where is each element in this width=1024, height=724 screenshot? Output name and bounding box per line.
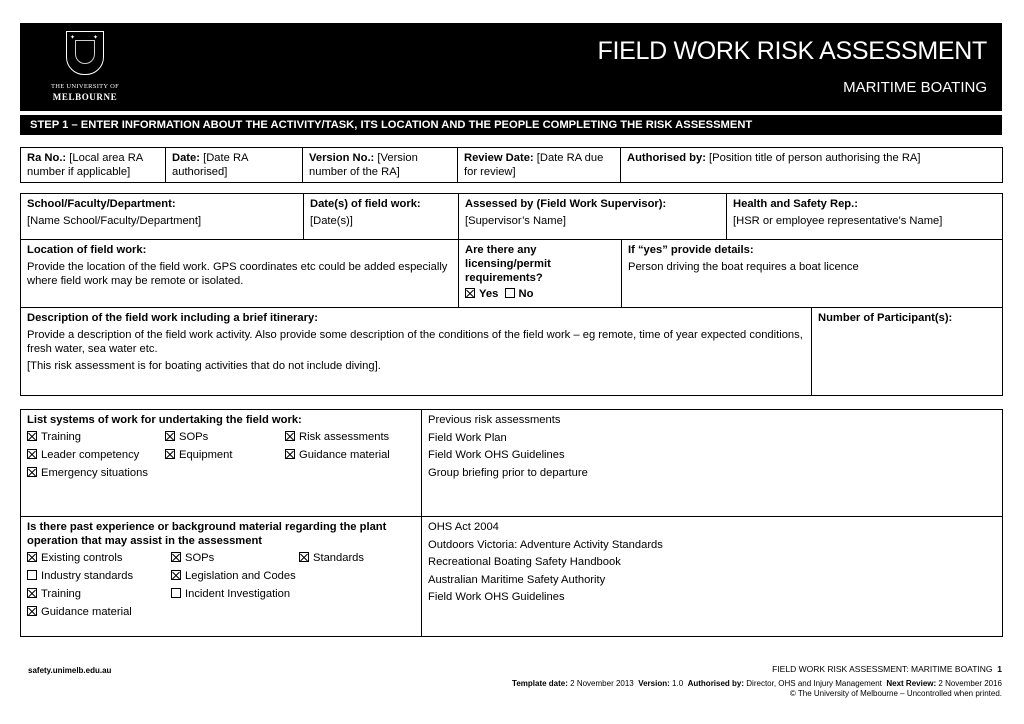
licensing-cell: Are there any licensing/permit requirements? Yes No: [459, 240, 622, 308]
systems-table: [20, 409, 1003, 637]
participants-cell[interactable]: Number of Participant(s):: [812, 308, 1003, 396]
list-item: Recreational Boating Safety Handbook: [428, 556, 621, 568]
checkbox-label: Existing controls: [41, 552, 123, 564]
step-1-heading: STEP 1 – ENTER INFORMATION ABOUT THE ACTIVITY/TASK, ITS LOCATION AND THE PEOPLE COMPLETING THE RISK ASSESSMENT: [20, 115, 1002, 135]
university-logo: [50, 31, 120, 107]
experience-cell: Is there past experience or background material regarding the plant operation that may assist in the assessment Existing controls SOPs Standards Industry standards Legislation and Codes Training Incident Investigation Guidance material: [21, 517, 422, 637]
assessed-by-cell[interactable]: Assessed by (Field Work Supervisor): [Supervisor’s Name]: [459, 194, 727, 240]
document-subtitle: MARITIME BOATING: [843, 79, 987, 96]
checklist-item: [171, 551, 299, 565]
systems-details-list: [428, 413, 996, 483]
checkbox-label: Risk assessments: [299, 431, 390, 443]
checkbox-label: Guidance material: [41, 606, 132, 618]
yes-checkbox[interactable]: [465, 288, 475, 298]
systems-of-work-cell: List systems of work for undertaking the field work: Training SOPs Risk assessments Leader competency Equipment Guidance material Emergency situations: [21, 410, 422, 517]
checkbox[interactable]: [27, 606, 37, 616]
checkbox[interactable]: [27, 431, 37, 441]
checkbox[interactable]: [171, 570, 181, 580]
checkbox[interactable]: [171, 552, 181, 562]
checkbox[interactable]: [27, 588, 37, 598]
checkbox[interactable]: [285, 449, 295, 459]
checkbox-label: Emergency situations: [41, 467, 148, 479]
authorised-by-cell[interactable]: Authorised by: [Position title of person authorising the RA]: [621, 148, 1003, 183]
checkbox-label: Training: [41, 431, 82, 443]
list-item: Field Work OHS Guidelines: [428, 449, 565, 461]
checklist-item: [165, 430, 285, 444]
checklist-item: [165, 448, 285, 462]
checkbox-label: Industry standards: [41, 570, 134, 582]
checklist-item: [27, 605, 171, 619]
school-cell[interactable]: School/Faculty/Department: [Name School/Faculty/Department]: [21, 194, 304, 240]
ra-number-cell[interactable]: Ra No.: [Local area RA number if applicable]: [21, 148, 166, 183]
review-date-cell[interactable]: Review Date: [Date RA due for review]: [458, 148, 621, 183]
experience-checklist: [27, 551, 415, 623]
version-cell[interactable]: Version No.: [Version number of the RA]: [303, 148, 458, 183]
checkbox-label: SOPs: [185, 552, 215, 564]
checklist-item: [285, 430, 405, 444]
checklist-item: [27, 569, 171, 583]
location-cell[interactable]: Location of field work: Provide the location of the field work. GPS coordinates etc could be added especially where field work may be remote or isolated.: [21, 240, 459, 308]
systems-checklist: [27, 430, 415, 484]
licensing-details-cell[interactable]: If “yes” provide details: Person driving the boat requires a boat licence: [622, 240, 1003, 308]
list-item: OHS Act 2004: [428, 521, 499, 533]
experience-details-list: [428, 520, 996, 608]
checklist-item: [299, 551, 409, 565]
checklist-item: [171, 587, 299, 601]
checkbox-label: Training: [41, 588, 82, 600]
checkbox[interactable]: [27, 570, 37, 580]
logo-line-2: MELBOURNE: [52, 92, 118, 102]
checklist-item: [27, 448, 165, 462]
list-item: Outdoors Victoria: Adventure Activity Standards: [428, 538, 663, 551]
hsr-cell[interactable]: Health and Safety Rep.: [HSR or employee representative’s Name]: [727, 194, 1003, 240]
document-header: [20, 23, 1002, 111]
document-title: FIELD WORK RISK ASSESSMENT: [597, 37, 987, 65]
checkbox[interactable]: [27, 467, 37, 477]
list-item: Previous risk assessments: [428, 414, 561, 426]
page-number: 1: [997, 664, 1002, 674]
list-item: Group briefing prior to departure: [428, 466, 588, 479]
systems-details-cell[interactable]: [422, 410, 1003, 517]
footer-copyright: © The University of Melbourne – Uncontrolled when printed.: [789, 689, 1002, 698]
list-item: Field Work OHS Guidelines: [428, 591, 565, 603]
checkbox-label: Legislation and Codes: [185, 570, 296, 582]
footer-page-title: FIELD WORK RISK ASSESSMENT: MARITIME BOATING 1: [772, 664, 1002, 674]
checkbox[interactable]: [165, 431, 175, 441]
logo-line-1: THE UNIVERSITY OF: [50, 83, 120, 90]
ra-info-table: [20, 147, 1003, 183]
checkbox-label: Equipment: [179, 449, 233, 461]
experience-details-cell[interactable]: [422, 517, 1003, 637]
checklist-item: [285, 448, 405, 462]
checkbox-label: Incident Investigation: [185, 588, 291, 600]
fieldwork-details-table: [20, 193, 1003, 396]
checkbox-label: Standards: [313, 552, 364, 564]
no-checkbox[interactable]: [505, 288, 515, 298]
date-cell[interactable]: Date: [Date RA authorised]: [166, 148, 303, 183]
list-item: Australian Maritime Safety Authority: [428, 573, 606, 586]
list-item: Field Work Plan: [428, 431, 507, 444]
checklist-item: [171, 569, 299, 583]
checkbox[interactable]: [285, 431, 295, 441]
checkbox[interactable]: [165, 449, 175, 459]
checkbox-label: Guidance material: [299, 449, 390, 461]
crest-icon: ✦ ✦: [66, 31, 104, 75]
checklist-item: [27, 587, 171, 601]
checklist-item: [27, 466, 165, 480]
checkbox[interactable]: [27, 552, 37, 562]
checkbox-label: SOPs: [179, 431, 209, 443]
footer-template-info: Template date: 2 November 2013 Version: 1.0 Authorised by: Director, OHS and Injury Management Next Review: 2 November 2016: [512, 679, 1002, 688]
footer-website: safety.unimelb.edu.au: [28, 666, 112, 675]
checkbox-label: Leader competency: [41, 449, 140, 461]
checklist-item: [27, 430, 165, 444]
description-cell[interactable]: Description of the field work including a brief itinerary: Provide a description of the field work activity. Also provide some description of the conditions of the field work – eg remote, time of year expected conditions, fresh water, sea water etc. [This risk assessment is for boating activities that do not include diving].: [21, 308, 812, 396]
checkbox[interactable]: [299, 552, 309, 562]
checkbox[interactable]: [171, 588, 181, 598]
fieldwork-dates-cell[interactable]: Date(s) of field work: [Date(s)]: [304, 194, 459, 240]
checkbox[interactable]: [27, 449, 37, 459]
checklist-item: [27, 551, 171, 565]
